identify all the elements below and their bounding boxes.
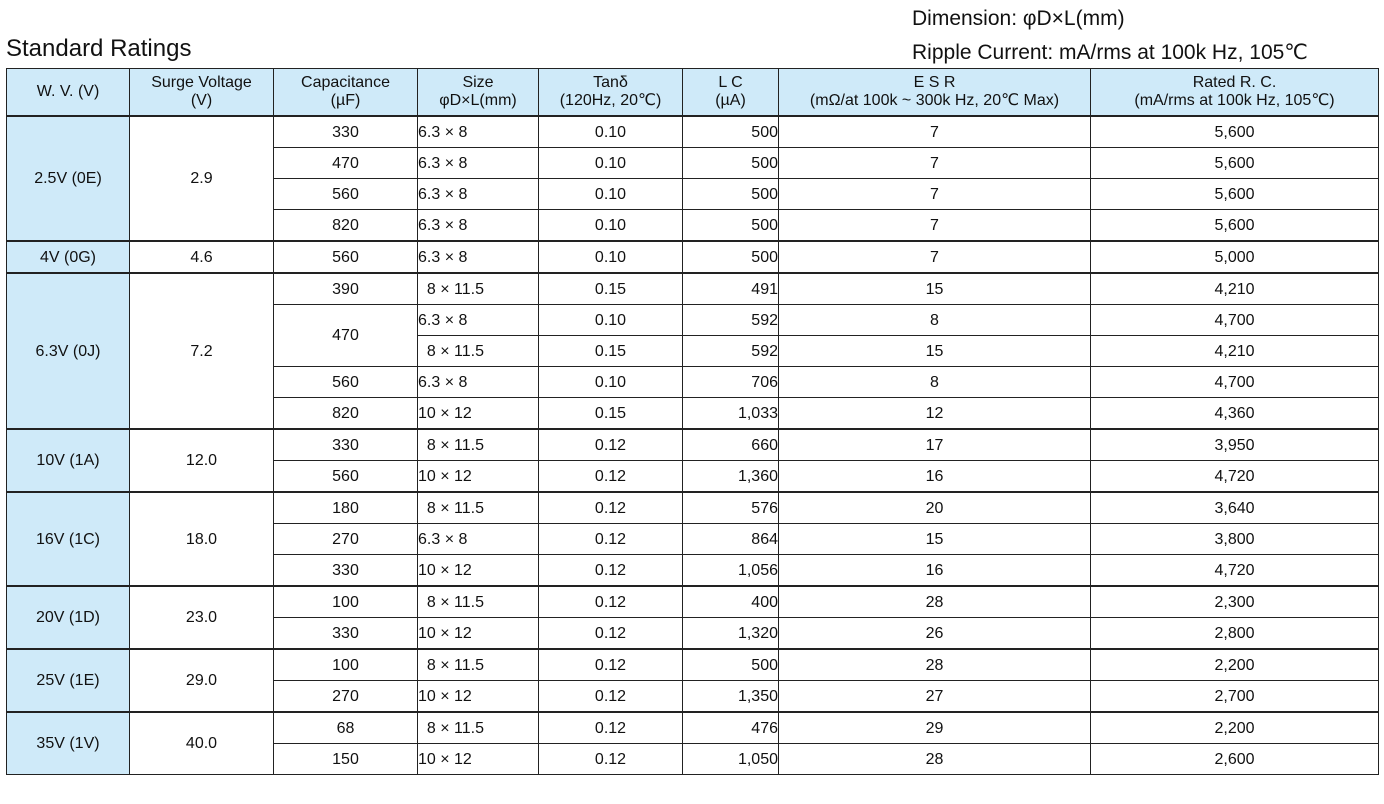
size-cell: 8 × 11.5 <box>418 492 539 524</box>
surge-voltage-cell: 12.0 <box>130 429 274 492</box>
surge-voltage-cell: 29.0 <box>130 649 274 712</box>
dimension-note: Dimension: φD×L(mm) <box>912 7 1125 30</box>
capacitance-cell: 560 <box>274 367 418 398</box>
table-header <box>7 69 1379 117</box>
size-cell: 8 × 11.5 <box>418 429 539 461</box>
ripple-current-cell: 4,720 <box>1091 555 1379 587</box>
tan-delta-cell: 0.12 <box>539 461 683 493</box>
leakage-current-cell: 500 <box>683 649 779 681</box>
leakage-current-cell: 491 <box>683 273 779 305</box>
tan-delta-cell: 0.12 <box>539 524 683 555</box>
leakage-current-cell: 1,350 <box>683 681 779 713</box>
capacitance-cell: 150 <box>274 744 418 775</box>
esr-cell: 7 <box>779 210 1091 242</box>
surge-voltage-cell: 2.9 <box>130 116 274 241</box>
esr-cell: 28 <box>779 744 1091 775</box>
esr-cell: 7 <box>779 148 1091 179</box>
voltage-group <box>7 429 1379 492</box>
working-voltage-cell: 25V (1E) <box>7 649 130 712</box>
working-voltage-cell: 16V (1C) <box>7 492 130 586</box>
header-rated-ripple-current: Rated R. C. (mA/rms at 100k Hz, 105℃) <box>1091 69 1379 117</box>
leakage-current-cell: 1,320 <box>683 618 779 650</box>
tan-delta-cell: 0.15 <box>539 273 683 305</box>
leakage-current-cell: 864 <box>683 524 779 555</box>
tan-delta-cell: 0.10 <box>539 305 683 336</box>
leakage-current-cell: 500 <box>683 241 779 273</box>
surge-voltage-cell: 40.0 <box>130 712 274 775</box>
table-row <box>7 586 1379 618</box>
ripple-current-note: Ripple Current: mA/rms at 100k Hz, 105℃ <box>912 41 1308 64</box>
ripple-current-cell: 4,360 <box>1091 398 1379 430</box>
ripple-current-cell: 2,700 <box>1091 681 1379 713</box>
esr-cell: 12 <box>779 398 1091 430</box>
ripple-current-cell: 5,600 <box>1091 116 1379 148</box>
tan-delta-cell: 0.12 <box>539 649 683 681</box>
esr-cell: 26 <box>779 618 1091 650</box>
voltage-group <box>7 241 1379 273</box>
leakage-current-cell: 1,033 <box>683 398 779 430</box>
header-capacitance: Capacitance (µF) <box>274 69 418 117</box>
header-leakage-current: L C (µA) <box>683 69 779 117</box>
tan-delta-cell: 0.10 <box>539 116 683 148</box>
surge-voltage-cell: 4.6 <box>130 241 274 273</box>
capacitance-cell: 560 <box>274 241 418 273</box>
header-size: Size φD×L(mm) <box>418 69 539 117</box>
leakage-current-cell: 500 <box>683 148 779 179</box>
esr-cell: 15 <box>779 336 1091 367</box>
table-row <box>7 492 1379 524</box>
size-cell: 10 × 12 <box>418 398 539 430</box>
esr-cell: 16 <box>779 555 1091 587</box>
ripple-current-cell: 2,800 <box>1091 618 1379 650</box>
capacitance-cell: 820 <box>274 210 418 242</box>
size-cell: 6.3 × 8 <box>418 524 539 555</box>
table-row <box>7 429 1379 461</box>
tan-delta-cell: 0.15 <box>539 398 683 430</box>
leakage-current-cell: 1,360 <box>683 461 779 493</box>
capacitance-cell: 390 <box>274 273 418 305</box>
working-voltage-cell: 4V (0G) <box>7 241 130 273</box>
tan-delta-cell: 0.10 <box>539 148 683 179</box>
tan-delta-cell: 0.15 <box>539 336 683 367</box>
ripple-current-cell: 2,600 <box>1091 744 1379 775</box>
ripple-current-cell: 3,800 <box>1091 524 1379 555</box>
tan-delta-cell: 0.10 <box>539 241 683 273</box>
table-row <box>7 649 1379 681</box>
page-title: Standard Ratings <box>6 35 192 62</box>
standard-ratings-table <box>6 68 1379 775</box>
capacitance-cell: 470 <box>274 305 418 367</box>
capacitance-cell: 270 <box>274 524 418 555</box>
leakage-current-cell: 706 <box>683 367 779 398</box>
header-esr: E S R (mΩ/at 100k ~ 300k Hz, 20℃ Max) <box>779 69 1091 117</box>
voltage-group <box>7 273 1379 429</box>
size-cell: 10 × 12 <box>418 618 539 650</box>
ripple-current-cell: 5,600 <box>1091 210 1379 242</box>
surge-voltage-cell: 7.2 <box>130 273 274 429</box>
size-cell: 8 × 11.5 <box>418 649 539 681</box>
working-voltage-cell: 6.3V (0J) <box>7 273 130 429</box>
tan-delta-cell: 0.12 <box>539 618 683 650</box>
leakage-current-cell: 476 <box>683 712 779 744</box>
size-cell: 6.3 × 8 <box>418 116 539 148</box>
voltage-group <box>7 712 1379 775</box>
capacitance-cell: 68 <box>274 712 418 744</box>
header-working-voltage: W. V. (V) <box>7 69 130 117</box>
capacitance-cell: 100 <box>274 649 418 681</box>
esr-cell: 7 <box>779 241 1091 273</box>
surge-voltage-cell: 18.0 <box>130 492 274 586</box>
ripple-current-cell: 4,210 <box>1091 273 1379 305</box>
size-cell: 10 × 12 <box>418 555 539 587</box>
esr-cell: 16 <box>779 461 1091 493</box>
tan-delta-cell: 0.10 <box>539 179 683 210</box>
ripple-current-cell: 4,700 <box>1091 367 1379 398</box>
voltage-group <box>7 492 1379 586</box>
working-voltage-cell: 20V (1D) <box>7 586 130 649</box>
size-cell: 6.3 × 8 <box>418 210 539 242</box>
size-cell: 8 × 11.5 <box>418 273 539 305</box>
leakage-current-cell: 500 <box>683 210 779 242</box>
tan-delta-cell: 0.12 <box>539 681 683 713</box>
leakage-current-cell: 500 <box>683 116 779 148</box>
tan-delta-cell: 0.10 <box>539 210 683 242</box>
capacitance-cell: 330 <box>274 429 418 461</box>
esr-cell: 20 <box>779 492 1091 524</box>
capacitance-cell: 820 <box>274 398 418 430</box>
ripple-current-cell: 4,210 <box>1091 336 1379 367</box>
header-tan-delta: Tanδ (120Hz, 20℃) <box>539 69 683 117</box>
ripple-current-cell: 5,600 <box>1091 179 1379 210</box>
header-surge-voltage: Surge Voltage (V) <box>130 69 274 117</box>
voltage-group <box>7 116 1379 241</box>
ripple-current-cell: 5,600 <box>1091 148 1379 179</box>
size-cell: 6.3 × 8 <box>418 367 539 398</box>
ripple-current-cell: 3,950 <box>1091 429 1379 461</box>
capacitance-cell: 470 <box>274 148 418 179</box>
table-row <box>7 712 1379 744</box>
leakage-current-cell: 400 <box>683 586 779 618</box>
working-voltage-cell: 10V (1A) <box>7 429 130 492</box>
size-cell: 6.3 × 8 <box>418 241 539 273</box>
leakage-current-cell: 500 <box>683 179 779 210</box>
tan-delta-cell: 0.10 <box>539 367 683 398</box>
capacitance-cell: 330 <box>274 618 418 650</box>
esr-cell: 17 <box>779 429 1091 461</box>
working-voltage-cell: 2.5V (0E) <box>7 116 130 241</box>
tan-delta-cell: 0.12 <box>539 744 683 775</box>
voltage-group <box>7 649 1379 712</box>
esr-cell: 28 <box>779 586 1091 618</box>
esr-cell: 29 <box>779 712 1091 744</box>
tan-delta-cell: 0.12 <box>539 492 683 524</box>
ripple-current-cell: 3,640 <box>1091 492 1379 524</box>
leakage-current-cell: 1,050 <box>683 744 779 775</box>
size-cell: 10 × 12 <box>418 744 539 775</box>
esr-cell: 27 <box>779 681 1091 713</box>
capacitance-cell: 100 <box>274 586 418 618</box>
esr-cell: 15 <box>779 524 1091 555</box>
voltage-group <box>7 586 1379 649</box>
size-cell: 8 × 11.5 <box>418 336 539 367</box>
ripple-current-cell: 4,700 <box>1091 305 1379 336</box>
esr-cell: 7 <box>779 179 1091 210</box>
table-row <box>7 116 1379 148</box>
table-row <box>7 273 1379 305</box>
table-row <box>7 241 1379 273</box>
leakage-current-cell: 592 <box>683 305 779 336</box>
esr-cell: 8 <box>779 367 1091 398</box>
tan-delta-cell: 0.12 <box>539 555 683 587</box>
size-cell: 6.3 × 8 <box>418 148 539 179</box>
size-cell: 8 × 11.5 <box>418 586 539 618</box>
tan-delta-cell: 0.12 <box>539 712 683 744</box>
leakage-current-cell: 576 <box>683 492 779 524</box>
size-cell: 6.3 × 8 <box>418 305 539 336</box>
working-voltage-cell: 35V (1V) <box>7 712 130 775</box>
size-cell: 10 × 12 <box>418 681 539 713</box>
capacitance-cell: 330 <box>274 555 418 587</box>
esr-cell: 28 <box>779 649 1091 681</box>
esr-cell: 7 <box>779 116 1091 148</box>
leakage-current-cell: 660 <box>683 429 779 461</box>
leakage-current-cell: 1,056 <box>683 555 779 587</box>
ripple-current-cell: 2,200 <box>1091 649 1379 681</box>
capacitance-cell: 180 <box>274 492 418 524</box>
ripple-current-cell: 4,720 <box>1091 461 1379 493</box>
surge-voltage-cell: 23.0 <box>130 586 274 649</box>
esr-cell: 8 <box>779 305 1091 336</box>
size-cell: 6.3 × 8 <box>418 179 539 210</box>
capacitance-cell: 560 <box>274 179 418 210</box>
tan-delta-cell: 0.12 <box>539 586 683 618</box>
ripple-current-cell: 2,300 <box>1091 586 1379 618</box>
capacitance-cell: 270 <box>274 681 418 713</box>
ripple-current-cell: 2,200 <box>1091 712 1379 744</box>
size-cell: 8 × 11.5 <box>418 712 539 744</box>
size-cell: 10 × 12 <box>418 461 539 493</box>
leakage-current-cell: 592 <box>683 336 779 367</box>
capacitance-cell: 330 <box>274 116 418 148</box>
ripple-current-cell: 5,000 <box>1091 241 1379 273</box>
esr-cell: 15 <box>779 273 1091 305</box>
tan-delta-cell: 0.12 <box>539 429 683 461</box>
capacitance-cell: 560 <box>274 461 418 493</box>
